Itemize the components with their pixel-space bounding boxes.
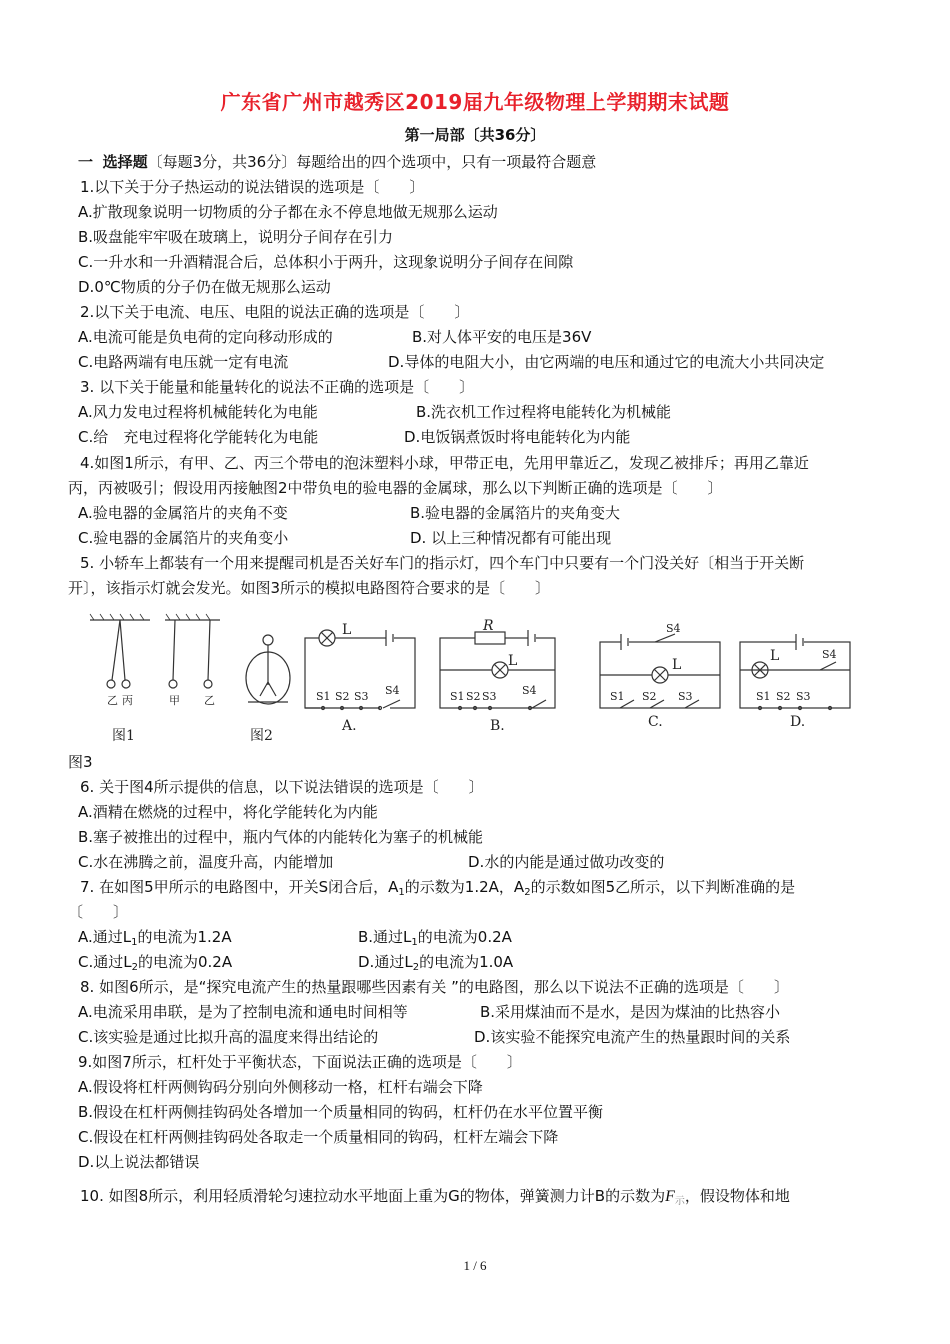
- option-a-label: A.: [342, 718, 357, 734]
- ball-label-3: 甲: [169, 694, 180, 707]
- figure-svg: [80, 610, 880, 750]
- lamp-label-b: L: [508, 653, 518, 669]
- q1-option-d: D.0℃物质的分子仍在做无规那么运动: [78, 278, 331, 296]
- q2-option-d: D.导体的电阻大小，由它两端的电压和通过它的电流大小共同决定: [388, 353, 825, 371]
- q4-option-b: B.验电器的金属箔片的夹角变大: [410, 504, 621, 522]
- switch-label-d1: S1: [756, 690, 771, 703]
- switch-label-b1: S1: [450, 690, 465, 703]
- lamp-label-c: L: [672, 657, 682, 673]
- q7-sub2: 2: [524, 887, 531, 898]
- q10-symbol-sub: 示: [674, 1196, 685, 1207]
- switch-label-d2: S2: [776, 690, 791, 703]
- q7-stem-part2: 的示数为1.2A，A: [404, 878, 525, 896]
- option-c-label: C.: [648, 714, 663, 730]
- q7-option-d: D.通过$L_2$的电流为1.0A: [358, 953, 514, 973]
- q3-option-a: A.风力发电过程将机械能转化为电能: [78, 403, 318, 421]
- switch-label-a4: S4: [385, 684, 400, 697]
- q3-option-d: D.电饭锅煮饭时将电能转化为内能: [404, 428, 631, 446]
- q10-symbol: F: [665, 1188, 675, 1205]
- switch-label-a2: S2: [335, 690, 350, 703]
- ball-label-2: 丙: [122, 694, 133, 707]
- q6-option-b: B.塞子被推出的过程中，瓶内气体的内能转化为塞子的机械能: [78, 828, 484, 846]
- q7-stem-line1: [80, 877, 795, 903]
- q7-sub1: 1: [398, 887, 405, 898]
- q3-option-c: C.给 充电过程将化学能转化为电能: [78, 428, 319, 446]
- q9-option-b: B.假设在杠杆两侧挂钩码处各增加一个质量相同的钩码，杠杆仍在水平位置平衡: [78, 1103, 604, 1121]
- fig2-label: 图2: [250, 728, 273, 744]
- switch-label-b3: S3: [482, 690, 497, 703]
- switch-label-b4: S4: [522, 684, 537, 697]
- option-b-label: B.: [490, 718, 505, 734]
- q1-option-b: B.吸盘能牢牢吸在玻璃上，说明分子间存在引力: [78, 228, 394, 246]
- q2-option-c: C.电路两端有电压就一定有电流: [78, 353, 289, 371]
- q1-stem: 1.以下关于分子热运动的说法错误的选项是〔 〕: [80, 178, 425, 196]
- q3-stem: 3. 以下关于能量和能量转化的说法不正确的选项是〔 〕: [80, 378, 475, 396]
- fig1-pendulums-right: [165, 614, 220, 688]
- switch-label-c4: S4: [666, 622, 681, 635]
- q3-option-b: B.洗衣机工作过程将电能转化为机械能: [416, 403, 672, 421]
- lamp-label-d: L: [770, 648, 780, 664]
- intro-line: [78, 152, 596, 172]
- q9-option-d: D.以上说法都错误: [78, 1153, 200, 1171]
- fig1-label: 图1: [112, 728, 135, 744]
- q5-stem-line1: 5. 小轿车上都装有一个用来提醒司机是否关好车门的指示灯，四个车门中只要有一个门没关好〔相当于开关断: [80, 554, 805, 572]
- q1-option-a: A.扩散现象说明一切物质的分子都在永不停息地做无规那么运动: [78, 203, 498, 221]
- q7-option-c: C.通过$L_2$的电流为0.2A: [78, 953, 233, 973]
- switch-label-c1: S1: [610, 690, 625, 703]
- switch-label-d3: S3: [796, 690, 811, 703]
- q7-option-a: A.通过$L_1$的电流为1.2A: [78, 928, 232, 948]
- q2-stem: 2.以下关于电流、电压、电阻的说法正确的选项是〔 〕: [80, 303, 470, 321]
- q10-stem: [80, 1186, 790, 1212]
- switch-label-a1: S1: [316, 690, 331, 703]
- q6-option-a: A.酒精在燃烧的过程中，将化学能转化为内能: [78, 803, 378, 821]
- q4-stem-line2: 丙，丙被吸引；假设用丙接触图2中带负电的验电器的金属球，那么以下判断正确的选项是〔 〕: [68, 479, 723, 497]
- q7-stem-part1: 7. 在如图5甲所示的电路图中，开关S闭合后，A: [80, 878, 399, 896]
- q9-option-c: C.假设在杠杆两侧挂钩码处各取走一个质量相同的钩码，杠杆左端会下降: [78, 1128, 559, 1146]
- ball-label-4: 乙: [204, 694, 215, 707]
- option-d-label: D.: [790, 714, 806, 730]
- q6-stem: 6. 关于图4所示提供的信息，以下说法错误的选项是〔 〕: [80, 778, 484, 796]
- q6-option-c: C.水在沸腾之前，温度升高，内能增加: [78, 853, 334, 871]
- q10-stem-text: 10. 如图8所示，利用轻质滑轮匀速拉动水平地面上重为G的物体，弹簧测力计B的示数为: [80, 1187, 666, 1205]
- q8-option-b: B.采用煤油而不是水，是因为煤油的比热容小: [480, 1003, 781, 1021]
- figure-strip: [80, 610, 880, 750]
- intro-number: 一: [78, 153, 94, 171]
- q8-option-c: C.该实验是通过比拟升高的温度来得出结论的: [78, 1028, 379, 1046]
- q1-option-c: C.一升水和一升酒精混合后，总体积小于两升，这现象说明分子间存在间隙: [78, 253, 574, 271]
- q4-option-a: A.验电器的金属箔片的夹角不变: [78, 504, 288, 522]
- switch-label-a3: S3: [354, 690, 369, 703]
- fig3-caption: 图3: [68, 753, 93, 771]
- q2-option-a: A.电流可能是负电荷的定向移动形成的: [78, 328, 333, 346]
- q8-option-d: D.该实验不能探究电流产生的热量跟时间的关系: [474, 1028, 791, 1046]
- q7-bracket: 〔 〕: [68, 903, 129, 921]
- resistor-label-b: R: [483, 618, 494, 634]
- page-number: 1 / 6: [463, 1258, 487, 1273]
- switch-label-d4: S4: [822, 648, 837, 661]
- q7-stem-part3: 的示数如图5乙所示，以下判断准确的是: [530, 878, 796, 896]
- q4-stem-line1: 4.如图1所示，有甲、乙、丙三个带电的泡沫塑料小球，甲带正电，先用甲靠近乙，发现乙被排斥；再用乙靠近: [80, 454, 809, 472]
- q10-tail: ，假设物体和地: [684, 1187, 790, 1205]
- fig1-pendulums: [90, 614, 150, 688]
- switch-label-c2: S2: [642, 690, 657, 703]
- q4-option-d: D. 以上三种情况都有可能出现: [410, 529, 612, 547]
- q6-option-d: D.水的内能是通过做功改变的: [468, 853, 665, 871]
- q9-option-a: A.假设将杠杆两侧钩码分别向外侧移动一格，杠杆右端会下降: [78, 1078, 483, 1096]
- intro-label: 选择题: [102, 153, 148, 171]
- fig2-electroscope: [246, 635, 290, 704]
- ball-label-1: 乙: [107, 694, 118, 707]
- intro-text: 〔每题3分，共36分〕每题给出的四个选项中，只有一项最符合题意: [147, 153, 597, 171]
- switch-label-b2: S2: [466, 690, 481, 703]
- section-title: 第一局部〔共36分〕: [404, 126, 546, 144]
- q7-option-b: B.通过$L_1$的电流为0.2A: [358, 928, 512, 948]
- q2-option-b: B.对人体平安的电压是36V: [412, 328, 592, 346]
- q8-option-a: A.电流采用串联，是为了控制电流和通电时间相等: [78, 1003, 408, 1021]
- q5-stem-line2: 开〕，该指示灯就会发光。如图3所示的模拟电路图符合要求的是〔 〕: [68, 579, 551, 597]
- lamp-label-a: L: [342, 622, 352, 638]
- q4-option-c: C.验电器的金属箔片的夹角变小: [78, 529, 289, 547]
- switch-label-c3: S3: [678, 690, 693, 703]
- q8-stem: 8. 如图6所示，是“探究电流产生的热量跟哪些因素有关 ”的电路图，那么以下说法不正确的选项是〔 〕: [80, 978, 789, 996]
- page-title: 广东省广州市越秀区2019届九年级物理上学期期末试题: [220, 90, 730, 114]
- q9-stem: 9.如图7所示，杠杆处于平衡状态，下面说法正确的选项是〔 〕: [78, 1053, 522, 1071]
